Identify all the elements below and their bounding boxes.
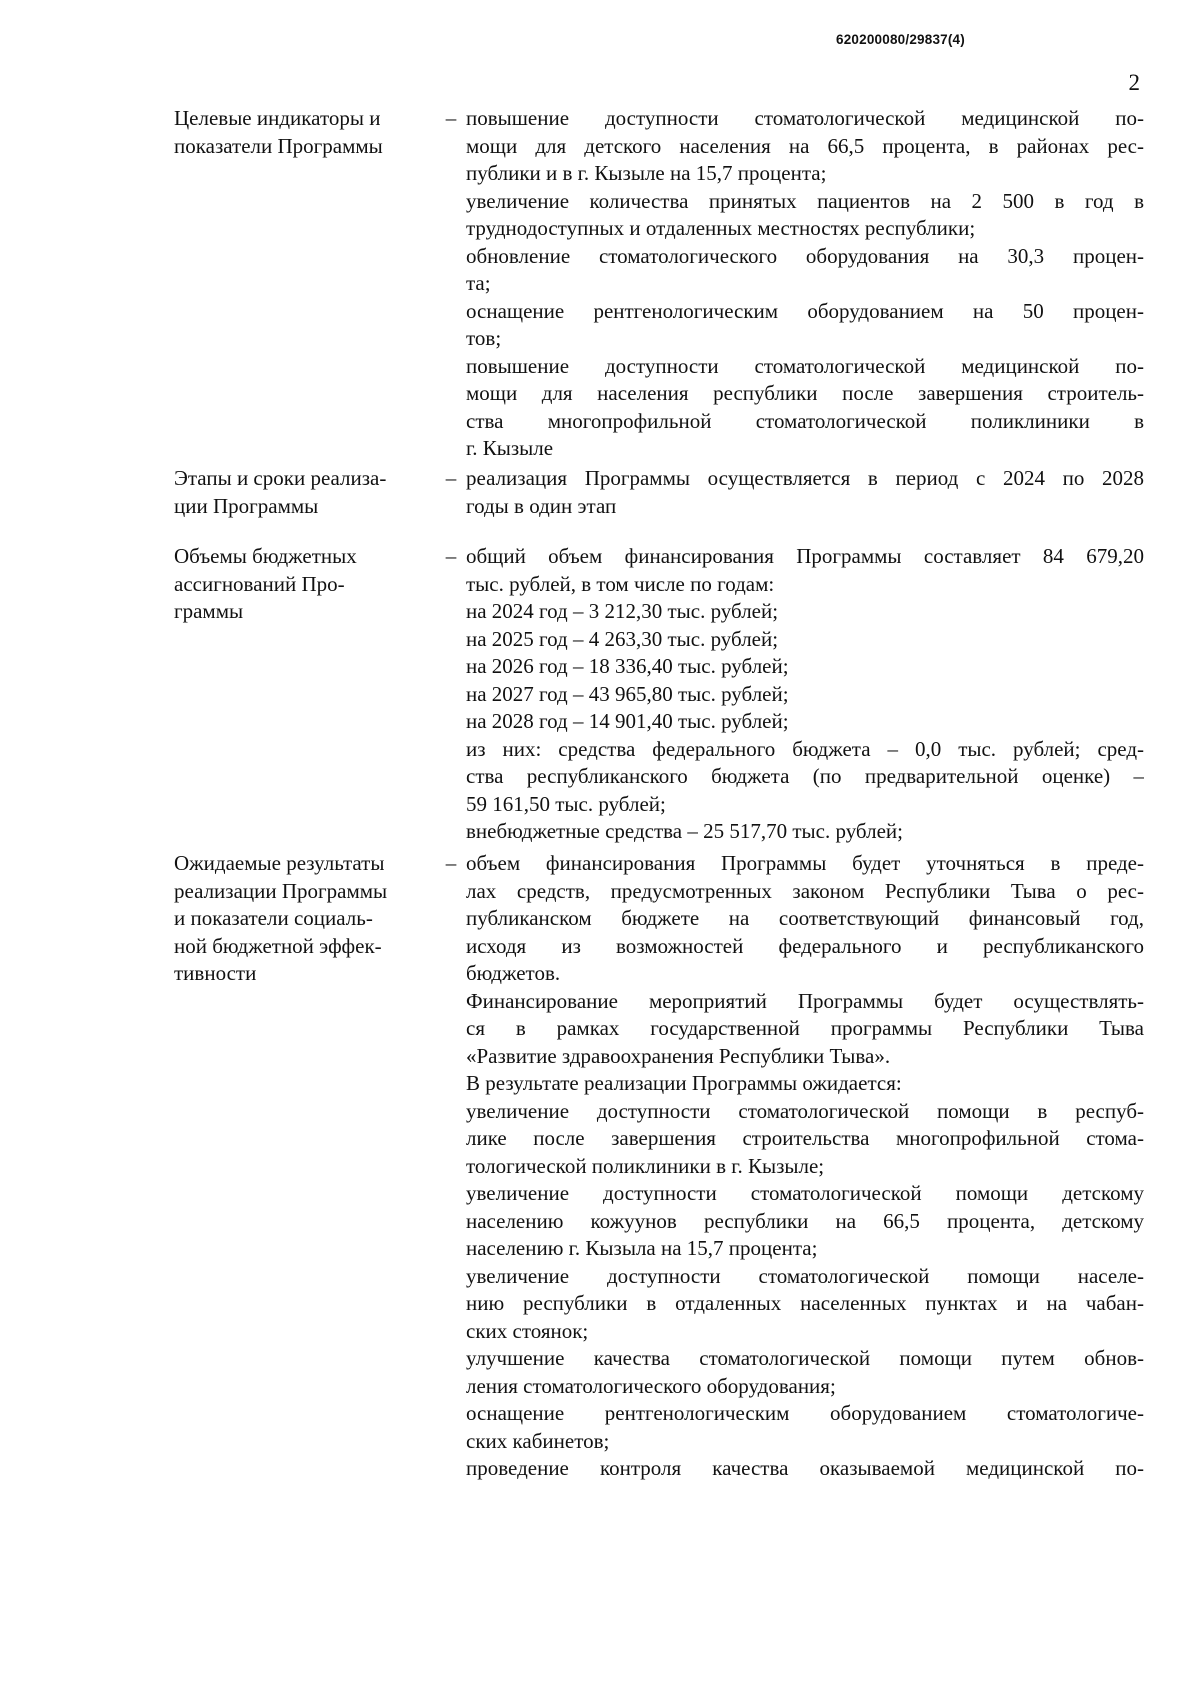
label-line: Ожидаемые результаты [174,851,385,875]
text-line: ских стоянок; [466,1318,589,1343]
text-line: улучшение качества стоматологической помощи путем обнов- [466,1346,1144,1370]
text-line: г. Кызыле [466,436,554,460]
label-line: Целевые индикаторы и [174,106,381,130]
text-line: увеличение количества принятых пациентов на 2 500 в год в [466,188,1144,213]
label-line: граммы [174,599,244,623]
text-line: тыс. рублей, в том числе по годам: [466,571,775,596]
text-line: ся в рамках государственной программы Республики Тыва [466,1016,1144,1040]
text-line: 59 161,50 тыс. рублей; [466,791,666,816]
label-line: ассигнований Про- [174,571,345,596]
text-line: В результате реализации Программы ожидается: [466,1071,902,1095]
text-line: мощи для населения республики после завершения строитель- [466,381,1144,405]
text-line: повышение доступности стоматологической медицинской по- [466,353,1144,378]
text-line: тов; [466,326,502,350]
text-line: внебюджетные средства – 25 517,70 тыс. рублей; [466,819,903,843]
text-line: ства республиканского бюджета (по предварительной оценке) – [466,764,1144,788]
section-content [466,850,1144,1483]
text-line: нию республики в отдаленных населенных пунктах и на чабан- [466,1291,1144,1315]
text-line: на 2025 год – 4 263,30 тыс. рублей; [466,626,779,651]
text-line: публиканском бюджете на соответствующий финансовый год, [466,906,1144,930]
text-line: тологической поликлиники в г. Кызыле; [466,1153,825,1178]
text-line: «Развитие здравоохранения Республики Тыва». [466,1043,891,1068]
text-line: лах средств, предусмотренных законом Республики Тыва о рес- [466,878,1144,903]
text-line: населению г. Кызыла на 15,7 процента; [466,1236,818,1260]
section-label [174,543,434,626]
text-line: обновление стоматологического оборудования на 30,3 процен- [466,243,1144,268]
label-line: ции Программы [174,493,319,518]
text-line: публики и в г. Кызыле на 15,7 процента; [466,161,827,185]
text-line: оснащение рентгенологическим оборудованием на 50 процен- [466,298,1144,323]
label-line: Объемы бюджетных [174,544,357,568]
text-line: годы в один этап [466,493,617,518]
section-label [174,465,434,520]
text-line: мощи для детского населения на 66,5 процента, в районах рес- [466,133,1144,158]
label-line: Этапы и сроки реализа- [174,466,387,490]
dash-separator: – [445,851,457,875]
text-line: ских кабинетов; [466,1428,610,1453]
dash-separator: – [445,544,457,568]
text-line: ства многопрофильной стоматологической поликлиники в [466,408,1144,433]
text-line: повышение доступности стоматологической медицинской по- [466,106,1144,130]
text-line: населению кожуунов республики на 66,5 процента, детскому [466,1208,1144,1233]
text-line: проведение контроля качества оказываемой медицинской по- [466,1456,1144,1480]
text-line: та; [466,271,491,295]
text-line: объем финансирования Программы будет уточняться в преде- [466,851,1144,875]
section-content [466,105,1144,463]
dash-separator: – [445,466,457,490]
label-line: реализации Программы [174,878,388,903]
text-line: лике после завершения строительства многопрофильной стома- [466,1126,1144,1150]
text-line: бюджетов. [466,961,561,985]
text-line: увеличение доступности стоматологической помощи в респуб- [466,1098,1144,1123]
document-id: 620200080/29837(4) [836,32,965,47]
label-line: и показатели социаль- [174,906,373,930]
text-line: оснащение рентгенологическим оборудованием стоматологиче- [466,1401,1144,1425]
text-line: на 2028 год – 14 901,40 тыс. рублей; [466,709,789,733]
page-number: 2 [1128,70,1140,95]
text-line: из них: средства федерального бюджета – 0,0 тыс. рублей; сред- [466,736,1144,761]
section-content [466,465,1144,520]
text-line: реализация Программы осуществляется в период с 2024 по 2028 [466,466,1144,490]
text-line: увеличение доступности стоматологической помощи населе- [466,1263,1144,1288]
text-line: общий объем финансирования Программы составляет 84 679,20 [466,544,1144,568]
label-line: ной бюджетной эффек- [174,933,382,958]
text-line: увеличение доступности стоматологической помощи детскому [466,1181,1144,1205]
text-line: труднодоступных и отдаленных местностях республики; [466,216,976,240]
text-line: на 2027 год – 43 965,80 тыс. рублей; [466,681,789,706]
text-line: Финансирование мероприятий Программы будет осуществлять- [466,988,1144,1013]
section-label [174,850,434,988]
text-line: на 2026 год – 18 336,40 тыс. рублей; [466,654,789,678]
section-label [174,105,434,160]
label-line: показатели Программы [174,133,383,158]
label-line: тивности [174,961,257,985]
text-line: исходя из возможностей федерального и республиканского [466,933,1144,958]
section-content [466,543,1144,846]
dash-separator: – [445,106,457,130]
text-line: ления стоматологического оборудования; [466,1373,836,1398]
text-line: на 2024 год – 3 212,30 тыс. рублей; [466,599,779,623]
